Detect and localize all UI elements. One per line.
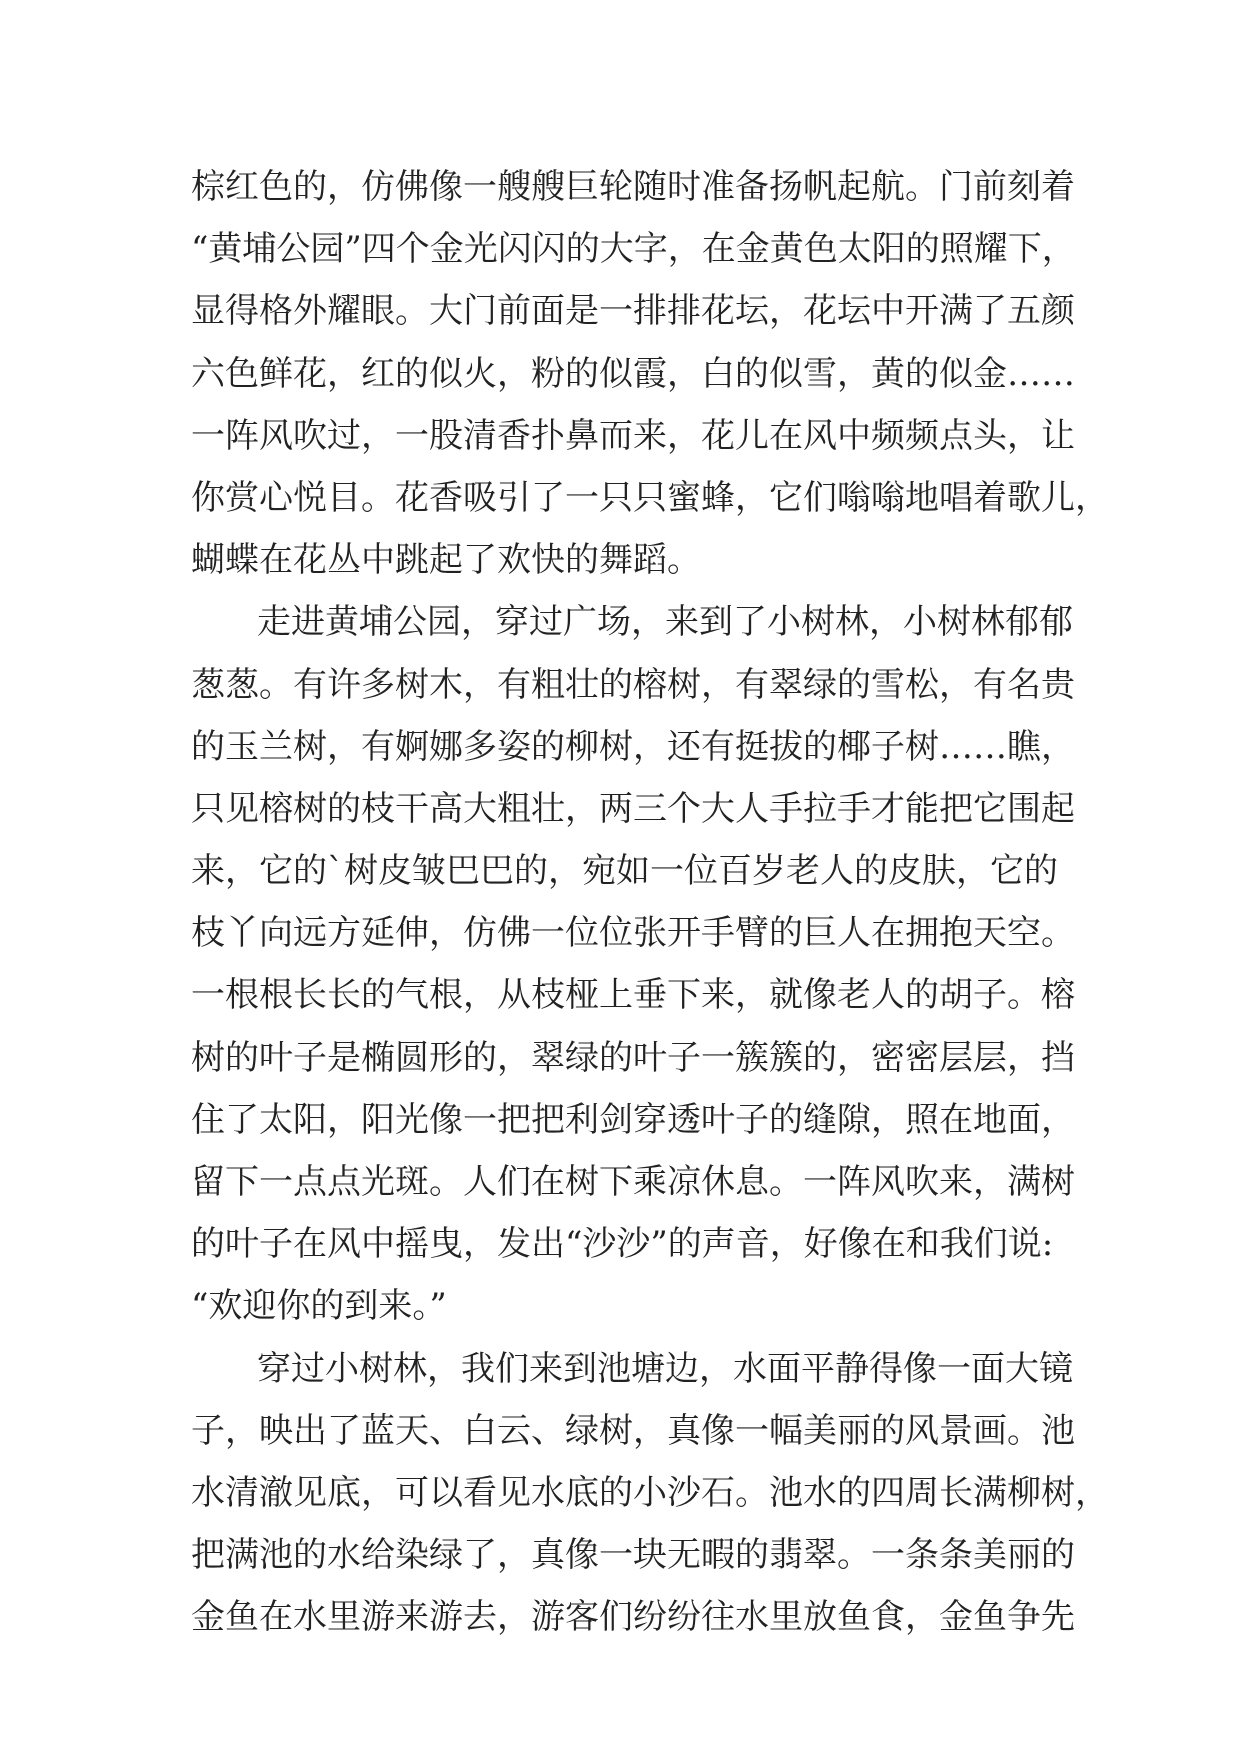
text-line: 来，它的`树皮皱巴巴的，宛如一位百岁老人的皮肤，它的 (191, 851, 1058, 892)
text-line: 蝴蝶在花丛中跳起了欢快的舞蹈。 (191, 540, 701, 581)
text-line: 树的叶子是椭圆形的，翠绿的叶子一簇簇的，密密层层，挡 (191, 1037, 1075, 1078)
text-line: 葱葱。有许多树木，有粗壮的榕树，有翠绿的雪松，有名贵 (191, 664, 1075, 705)
text-line: “黄埔公园”四个金光闪闪的大字，在金黄色太阳的照耀下， (191, 229, 1076, 270)
text-line: 显得格外耀眼。大门前面是一排排花坛，花坛中开满了五颜 (191, 291, 1075, 332)
text-line: 子，映出了蓝天、白云、绿树，真像一幅美丽的风景画。池 (191, 1410, 1075, 1451)
text-line: 走进黄埔公园，穿过广场，来到了小树林，小树林郁郁 (257, 602, 1073, 643)
text-line: 住了太阳，阳光像一把把利剑穿透叶子的缝隙，照在地面， (191, 1099, 1075, 1140)
text-line: 把满池的水给染绿了，真像一块无暇的翡翠。一条条美丽的 (191, 1535, 1075, 1576)
text-line: 六色鲜花，红的似火，粉的似霞，白的似雪，黄的似金…… (191, 353, 1075, 394)
text-line: 一阵风吹过，一股清香扑鼻而来，花儿在风中频频点头，让 (191, 415, 1075, 456)
text-line: 你赏心悦目。花香吸引了一只只蜜蜂，它们嗡嗡地唱着歌儿， (191, 477, 1109, 518)
text-line: 水清澈见底，可以看见水底的小沙石。池水的四周长满柳树， (191, 1472, 1109, 1513)
text-line: 的叶子在风中摇曳，发出“沙沙”的声音，好像在和我们说: (191, 1224, 1054, 1265)
text-line: 只见榕树的枝干高大粗壮，两三个大人手拉手才能把它围起 (191, 788, 1075, 829)
text-line: 金鱼在水里游来游去，游客们纷纷往水里放鱼食，金鱼争先 (191, 1597, 1075, 1638)
text-line: “欢迎你的到来。” (191, 1286, 447, 1327)
text-line: 的玉兰树，有婀娜多姿的柳树，还有挺拔的椰子树……瞧， (191, 726, 1075, 767)
text-line: 枝丫向远方延伸，仿佛一位位张开手臂的巨人在拥抱天空。 (191, 913, 1075, 954)
essay-body (191, 156, 1109, 1649)
text-line: 一根根长长的气根，从枝桠上垂下来，就像老人的胡子。榕 (191, 975, 1075, 1016)
text-line: 棕红色的，仿佛像一艘艘巨轮随时准备扬帆起航。门前刻着 (191, 167, 1075, 207)
text-line: 穿过小树林，我们来到池塘边，水面平静得像一面大镜 (257, 1348, 1073, 1389)
text-line: 留下一点点光斑。人们在树下乘凉休息。一阵风吹来，满树 (191, 1162, 1075, 1202)
